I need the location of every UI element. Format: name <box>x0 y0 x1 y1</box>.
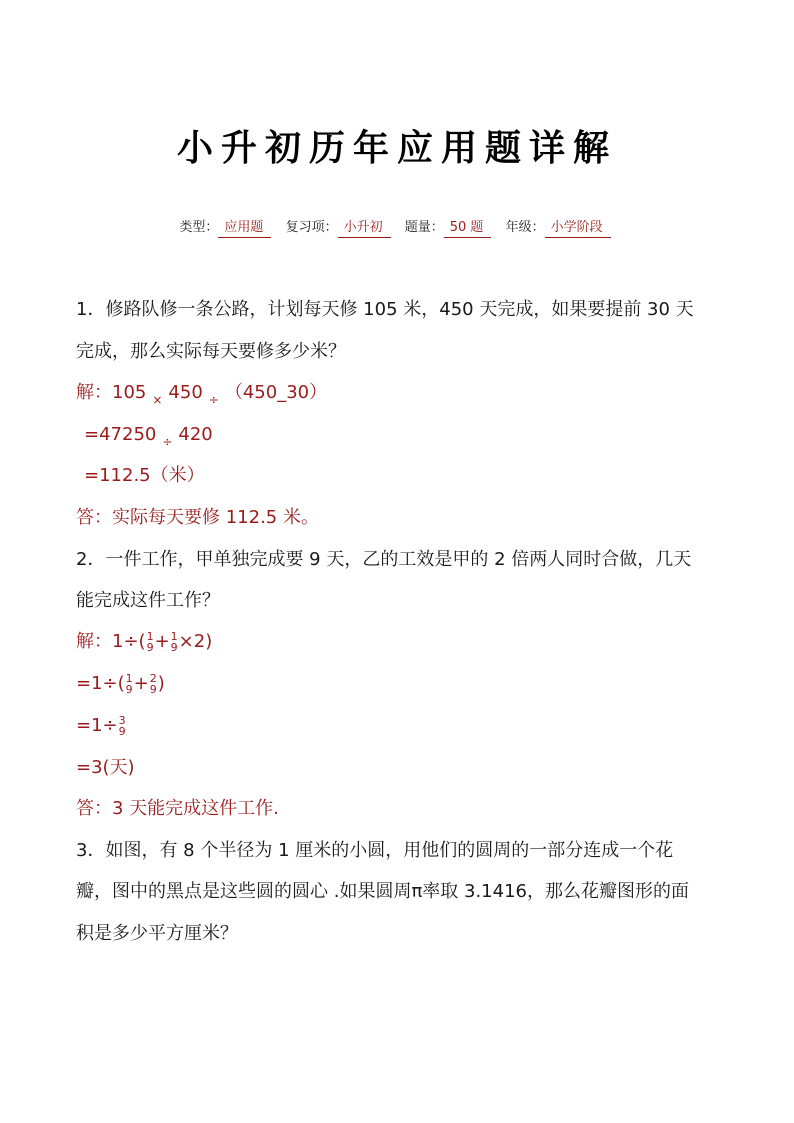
fraction: 3 9 <box>118 714 126 738</box>
times-symbol: × <box>152 393 163 407</box>
q3-line3: 积是多少平方厘米？ <box>76 923 238 944</box>
q2-s2-post: ) <box>157 673 165 694</box>
divide-symbol: ÷ <box>208 393 219 407</box>
page-title: 小升初历年应用题详解 <box>176 128 617 169</box>
divide-symbol: ÷ <box>162 435 173 449</box>
q1-answer: 答：实际每天要修 112.5 米。 <box>76 507 319 528</box>
fraction: 2 9 <box>149 672 157 696</box>
grade-value: 小学阶段 <box>545 220 611 238</box>
q2-s1-post: ×2) <box>178 631 213 652</box>
review-value: 小升初 <box>338 220 391 238</box>
q2-line2: 能完成这件工作？ <box>76 590 220 611</box>
count-label: 题量： <box>404 220 444 235</box>
q2-line1: 2．一件工作，甲单独完成要 9 天，乙的工效是甲的 2 倍两人同时合做，几天 <box>76 549 692 570</box>
q1-solution-step3: =112.5（米） <box>84 465 205 486</box>
q1-sol-tail: （450_30） <box>224 382 328 403</box>
type-label: 类型： <box>179 220 219 235</box>
q1-solution-step1 <box>76 381 327 406</box>
q3-line1: 3．如图，有 8 个半径为 1 厘米的小圆，用他们的圆周的一部分连成一个花 <box>76 840 674 861</box>
q1-line1: 1．修路队修一条公路，计划每天修 105 米，450 天完成，如果要提前 30 天 <box>76 299 694 320</box>
q3-line2: 瓣，图中的黑点是这些圆的圆心 .如果圆周π率取 3.1416，那么花瓣图形的面 <box>76 881 689 902</box>
fraction: 1 9 <box>170 630 178 654</box>
q1-sol-prefix: 解：105 <box>76 382 147 403</box>
plus-symbol: + <box>133 673 149 694</box>
fraction: 1 9 <box>125 672 133 696</box>
q2-s2-pre: =1÷( <box>76 673 125 694</box>
q2-step2 <box>76 672 165 696</box>
q2-step1 <box>76 630 212 654</box>
grade-label: 年级： <box>505 220 545 235</box>
q1-sol-mid: 450 <box>168 382 203 403</box>
q2-step3 <box>76 714 127 738</box>
q2-answer: 答：3 天能完成这件工作. <box>76 798 279 819</box>
count-value: 50 题 <box>444 220 492 238</box>
q2-s3-pre: =1÷ <box>76 715 118 736</box>
q1-solution-step2 <box>84 423 213 448</box>
q1-line2: 完成，那么实际每天要修多少米？ <box>76 341 346 362</box>
type-value: 应用题 <box>218 220 271 238</box>
q1-step2-b: 420 <box>178 424 213 445</box>
review-label: 复习项： <box>285 220 338 235</box>
meta-line <box>0 216 794 238</box>
q2-s1-pre: 解：1÷( <box>76 631 146 652</box>
plus-symbol: + <box>154 631 170 652</box>
q1-step2-a: =47250 <box>84 424 157 445</box>
q2-step4: =3(天) <box>76 757 135 778</box>
fraction: 1 9 <box>146 630 154 654</box>
